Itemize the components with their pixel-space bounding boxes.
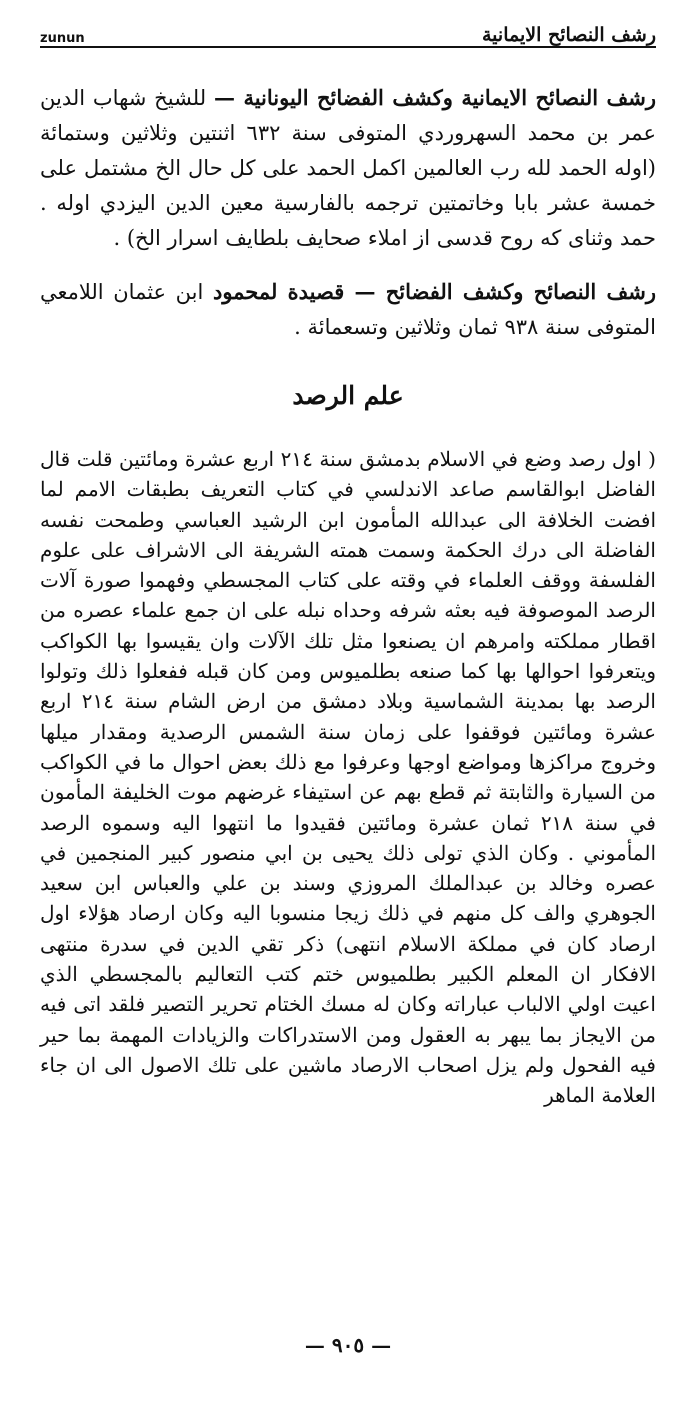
entry-title: رشف النصائح الايمانية وكشف الفضائح اليونانية — [213,85,656,110]
page-number: — ٩٠٥ — [304,1333,392,1357]
entry [40,274,656,345]
entry-text: للشيخ شهاب الدين عمر بن محمد السهروردي المتوفى سنة ٦٣٢ اثنتين وثلاثين وستمائة (اوله الحمد لله رب العالمين اكمل الحمد على كل حال الخ مشتمل على خمسة عشر بابا وخاتمتين ترجمه بالفارسية معين الدين اليزدي اوله . حمد وثناى كه روح قدسى از املاء صحايف بلطايف اسرار الخ) . [40,86,656,250]
section-heading: علم الرصد [292,381,404,410]
entry-paragraph [40,274,656,345]
section-body: ( اول رصد وضع في الاسلام بدمشق سنة ٢١٤ اربع عشرة ومائتين قلت قال الفاضل ابوالقاسم صاعد الاندلسي في كتاب التعريف بطبقات الامم لما افضت الخلافة الى عبدالله المأمون ابن الرشيد العباسي وطمحت نفسه الفاضلة الى درك الحكمة وسمت همته الشريفة الى الاشراف على علوم الفلسفة ووقف العلماء في وقته على كتاب المجسطي وفهموا صورة آلات الرصد الموصوفة فيه بعثه شرفه وحداه نبله على ان جمع علماء عصره من اقطار مملكته وامرهم ان يصنعوا مثل تلك الآلات وان يقيسوا بها الكواكب ويتعرفوا احوالها بها كما صنعه بطلميوس ومن كان قبله ففعلوا ذلك وتولوا الرصد بها بمدينة الشماسية وبلاد دمشق من ارض الشام سنة ٢١٤ اربع عشرة ومائتين فوقفوا على زمان سنة الشمس الرصدية ومقدار ميلها وخروج مراكزها ومواضع اوجها وعرفوا مع ذلك بعض احوال ما في الكواكب من السيارة والثابتة ثم قطع بهم عن استيفاء غرضهم موت الخليفة المأمون في سنة ٢١٨ ثمان عشرة ومائتين فقيدوا ما انتهوا اليه وسموه الرصد المأموني . وكان الذي تولى ذلك يحيى بن ابي منصور كبير المنجمين في عصره وخالد بن عبدالملك المروزي وسند بن علي والعباس ابن سعيد الجوهري والف كل منهم في ذلك زيجا منسوبا اليه وكان ارصاد هؤلاء اول ارصاد كان في مملكة الاسلام انتهى) ذكر تقي الدين في سدرة منتهى الافكار ان المعلم الكبير بطلميوس ختم كتب التعاليم بالمجسطي الذي اعيت اولي الالباب عباراته وكان له مسك الختام تحرير التصير فلقد اتى فيه من الايجاز بما يبهر به العقول ومن الاستدراكات والزيادات المهمة بما حير فيه الفحول ولم يزل اصحاب الارصاد ماشين على تلك الاصول الى ان جاء العلامة الماهر [40,447,657,1108]
entry-title: رشف النصائح وكشف الفضائح — قصيدة لمحمود [212,279,656,304]
page-header [40,12,656,48]
page-content [40,80,656,1111]
entry-text: ابن عثمان اللامعي المتوفى سنة ٩٣٨ ثمان وثلاثين وتسعمائة . [40,280,656,339]
running-word: zunun [40,31,85,46]
entry-paragraph [40,80,656,256]
running-title: رشف النصائح الايمانية [482,24,656,46]
entry [40,80,656,256]
